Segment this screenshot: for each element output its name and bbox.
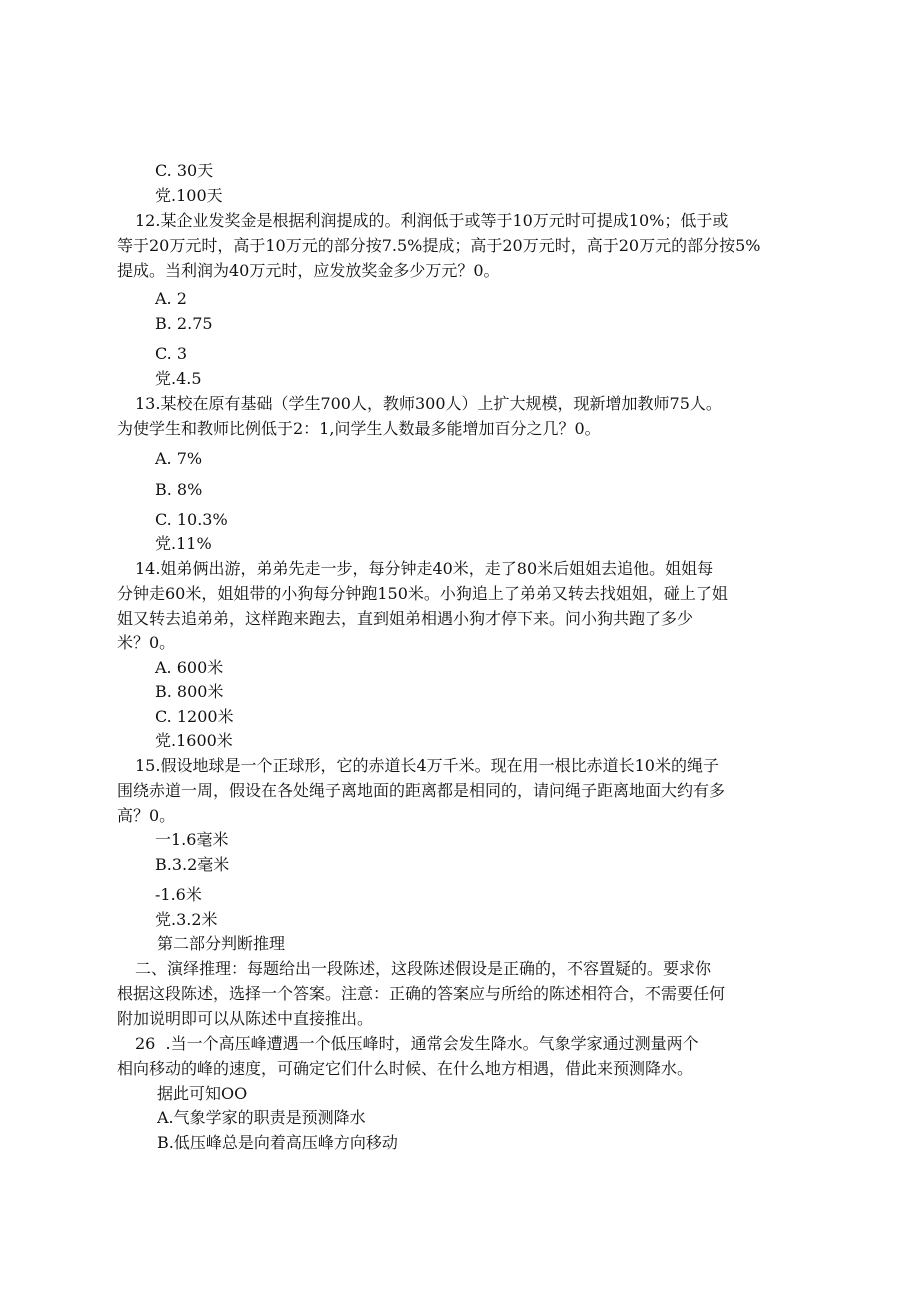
- q26-text-line: 26 .当一个高压峰遭遇一个低压峰时，通常会发生降水。气象学家通过测量两个: [135, 1034, 699, 1053]
- q26-option-a: A.气象学家的职责是预测降水: [157, 1108, 366, 1127]
- q14-option-d: 党.1600米: [155, 731, 233, 750]
- q14-option-c: C. 1200米: [155, 707, 234, 726]
- q15-text-line: 围绕赤道一周，假设在各处绳子离地面的距离都是相同的，请问绳子距离地面大约有多: [117, 781, 726, 800]
- q12-text-line: 等于20万元时，高于10万元的部分按7.5%提成；高于20万元时，高于20万元的部分按5%: [117, 236, 761, 255]
- q14-text-line: 姐又转去追弟弟，这样跑来跑去，直到姐弟相遇小狗才停下来。问小狗共跑了多少: [117, 609, 694, 628]
- q14-option-b: B. 800米: [155, 682, 224, 701]
- q12-text-line: 提成。当利润为40万元时，应发放奖金多少万元？0。: [117, 261, 500, 280]
- q26-text-line: 相向移动的峰的速度，可确定它们什么时候、在什么地方相遇，借此来预测降水。: [117, 1059, 694, 1078]
- q15-option-b: B.3.2毫米: [155, 855, 230, 874]
- q14-text-line: 14.姐弟俩出游，弟弟先走一步，每分钟走40米，走了80米后姐姐去追他。姐姐每: [135, 559, 714, 578]
- q13-option-c: C. 10.3%: [155, 510, 228, 529]
- q15-option-c: -1.6米: [155, 885, 202, 904]
- q14-text-line: 米？0。: [117, 633, 176, 652]
- q15-text-line: 15.假设地球是一个正球形，它的赤道长4万千米。现在用一根比赤道长10米的绳子: [135, 756, 719, 775]
- section-instruction-line: 附加说明即可以从陈述中直接推出。: [117, 1009, 374, 1028]
- q15-text-line: 高？0。: [117, 806, 176, 825]
- q12-option-b: B. 2.75: [155, 314, 213, 333]
- section-title: 第二部分判断推理: [157, 934, 286, 953]
- q11-option-c: C. 30天: [155, 161, 214, 180]
- q26-option-b: B.低压峰总是向着高压峰方向移动: [157, 1133, 398, 1152]
- q11-option-d: 党.100天: [155, 186, 223, 205]
- q26-prompt: 据此可知OO: [157, 1084, 248, 1103]
- q13-text-line: 13.某校在原有基础（学生700人，教师300人）上扩大规模，现新增加教师75人。: [135, 394, 722, 413]
- q14-text-line: 分钟走60米，姐姐带的小狗每分钟跑150米。小狗追上了弟弟又转去找姐姐，碰上了姐: [117, 584, 728, 603]
- q12-option-d: 党.4.5: [155, 369, 202, 388]
- q13-option-b: B. 8%: [155, 480, 203, 499]
- q12-option-a: A. 2: [155, 289, 187, 308]
- section-instruction-line: 根据这段陈述，选择一个答案。注意：正确的答案应与所给的陈述相符合，不需要任何: [117, 984, 726, 1003]
- q14-option-a: A. 600米: [155, 658, 224, 677]
- q13-option-a: A. 7%: [155, 449, 203, 468]
- q13-option-d: 党.11%: [155, 534, 212, 553]
- q15-option-d: 党.3.2米: [155, 910, 218, 929]
- section-instruction-line: 二、演绎推理：每题给出一段陈述，这段陈述假设是正确的，不容置疑的。要求你: [135, 959, 712, 978]
- q13-text-line: 为使学生和教师比例低于2：1,问学生人数最多能增加百分之几？0。: [117, 419, 601, 438]
- q12-option-c: C. 3: [155, 344, 188, 363]
- q15-option-a: 一1.6毫米: [155, 830, 229, 849]
- q12-text-line: 12.某企业发奖金是根据利润提成的。利润低于或等于10万元时可提成10%；低于或: [135, 211, 729, 230]
